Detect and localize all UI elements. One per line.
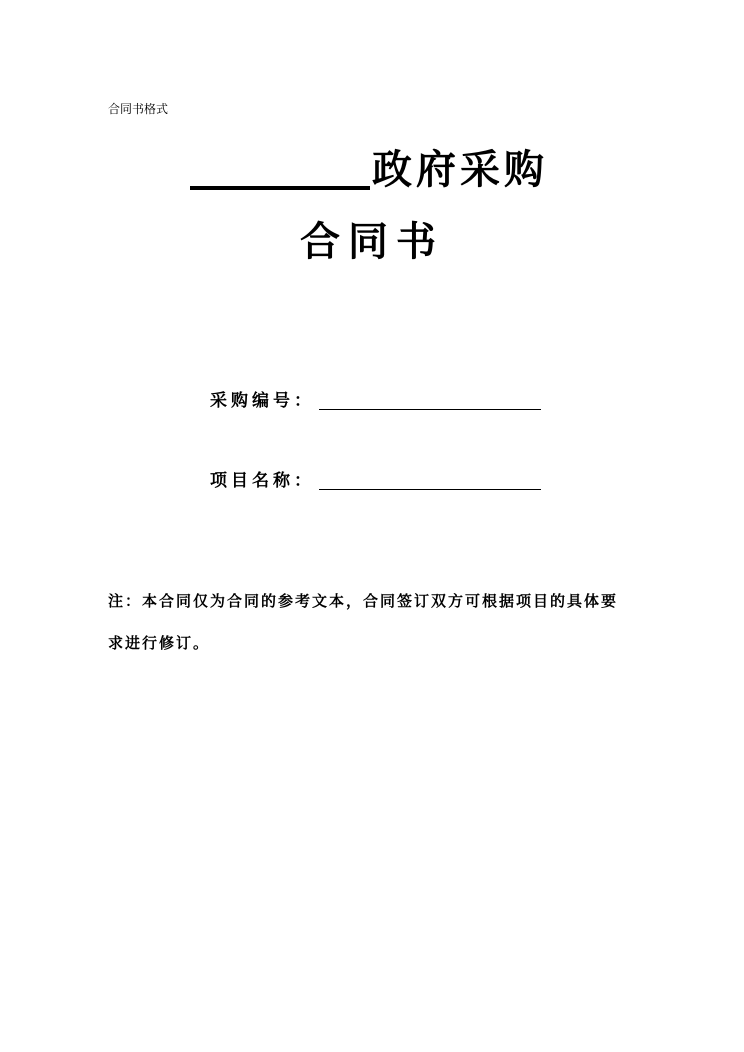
note-line2: 求进行修订。 — [108, 634, 211, 652]
procurement-number-blank — [319, 409, 541, 410]
procurement-number-label: 采购编号： — [210, 391, 315, 411]
header-label: 合同书格式 — [108, 102, 169, 116]
project-name-blank — [319, 489, 541, 490]
title-line2: 合同书 — [300, 218, 444, 265]
project-name-label: 项目名称： — [210, 471, 315, 491]
title-line1 — [190, 140, 548, 196]
title-suffix: 政府采购 — [372, 146, 548, 193]
note-line1: 注：本合同仅为合同的参考文本，合同签订双方可根据项目的具体要 — [108, 592, 619, 610]
project-name-field — [210, 466, 541, 492]
note-paragraph — [108, 580, 648, 664]
title-blank-underline — [190, 186, 370, 190]
procurement-number-field — [210, 386, 541, 412]
